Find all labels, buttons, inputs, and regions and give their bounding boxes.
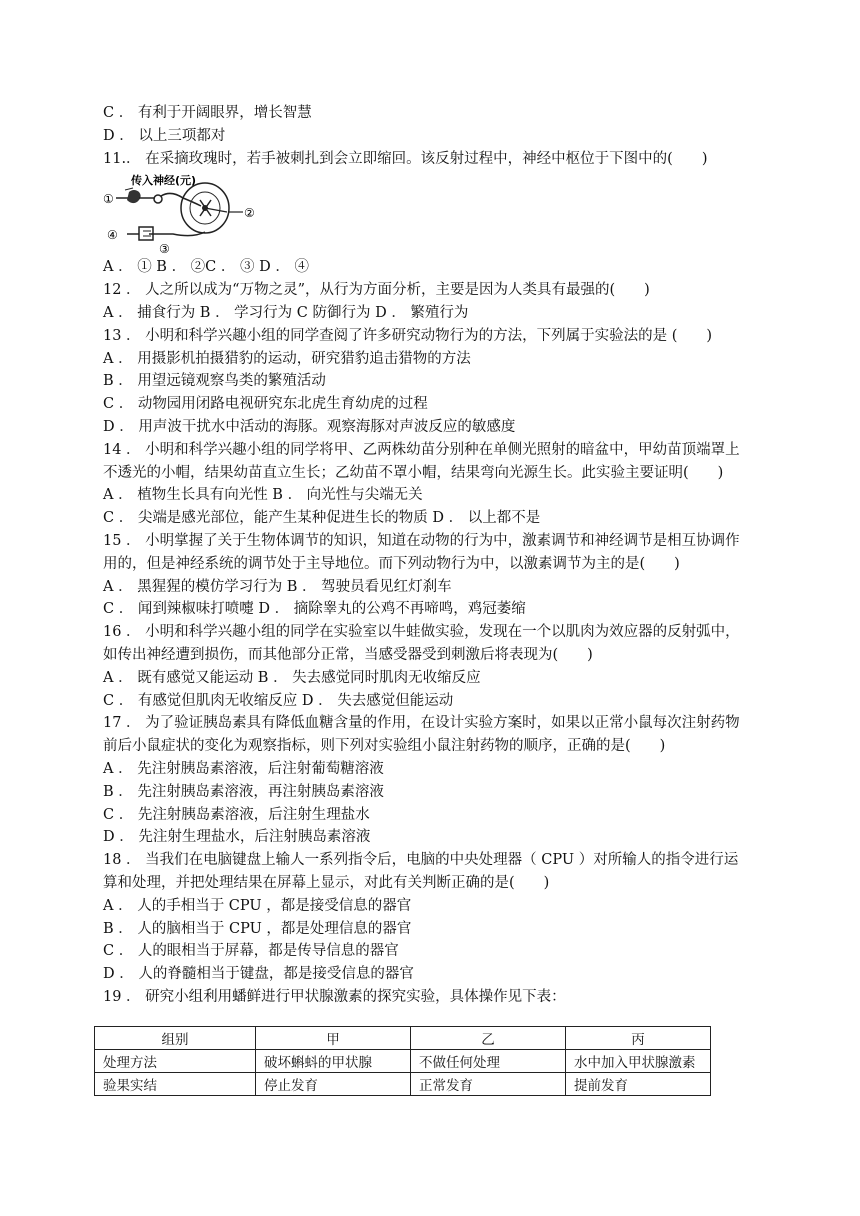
table-header-row xyxy=(95,1027,711,1050)
figure-mark-2: ② xyxy=(244,206,255,221)
figure-mark-1: ① xyxy=(103,192,114,207)
question-14-stem-cont: 不透光的小帽，结果幼苗直立生长；乙幼苗不罩小帽，结果弯向光源生长。此实验主要证明( ) xyxy=(103,464,724,481)
option-line: A ． 黑猩猩的模仿学习行为 B ． 驾驶员看见红灯刹车 xyxy=(103,578,452,595)
option-line: A ． 既有感觉又能运动 B ． 失去感觉同时肌肉无收缩反应 xyxy=(103,669,481,686)
question-12-stem: 12 ． 人之所以成为“万物之灵”，从行为方面分析，主要是因为人类具有最强的( ) xyxy=(103,282,650,299)
option-line: B ． 用望远镜观察鸟类的繁殖活动 xyxy=(103,373,326,390)
option-line: B ． 人的脑相当于 CPU ，都是处理信息的器官 xyxy=(103,920,412,937)
reflex-arc-figure xyxy=(103,170,763,256)
option-line: C ． 人的眼相当于屏幕，都是传导信息的器官 xyxy=(103,943,399,960)
table-cell: 正常发育 xyxy=(411,1073,566,1096)
option-line: C ． 有感觉但肌肉无收缩反应 D ． 失去感觉但能运动 xyxy=(103,692,454,709)
question-18-stem: 18 ． 当我们在电脑键盘上输人一系列指令后，电脑的中央处理器（ CPU ）对所输人的指令进行运 xyxy=(103,852,739,869)
table-cell: 验果实结 xyxy=(95,1073,256,1096)
table-header-cell: 甲 xyxy=(256,1027,411,1050)
table-cell: 停止发育 xyxy=(256,1073,411,1096)
figure-mark-3: ③ xyxy=(159,242,170,257)
table-header-cell: 乙 xyxy=(411,1027,566,1050)
option-line: C ． 先注射胰岛素溶液，后注射生理盐水 xyxy=(103,806,370,823)
option-line: C ． 有利于开阔眼界，增长智慧 xyxy=(103,105,312,121)
question-18-stem-cont: 算和处理，并把处理结果在屏幕上显示，对此有关判断正确的是( ) xyxy=(103,874,550,891)
option-line: A ． 植物生长具有向光性 B ． 向光性与尖端无关 xyxy=(103,487,423,504)
figure-label: 传入神经(元) xyxy=(131,174,197,188)
table-row xyxy=(95,1050,711,1073)
question-14-stem: 14 ． 小明和科学兴趣小组的同学将甲、乙两株幼苗分别种在单侧光照射的暗盆中，甲幼苗顶端罩上 xyxy=(103,441,740,458)
table-cell: 处理方法 xyxy=(95,1050,256,1073)
table-header-cell: 组别 xyxy=(95,1027,256,1050)
experiment-table xyxy=(94,1026,711,1096)
option-line: D ． 用声波干扰水中活动的海豚。观察海豚对声波反应的敏感度 xyxy=(103,418,516,435)
table-cell: 水中加入甲状腺激素 xyxy=(566,1050,711,1073)
option-line: A ． 先注射胰岛素溶液，后注射葡萄糖溶液 xyxy=(103,760,384,777)
question-17-stem-cont: 前后小鼠症状的变化为观察指标，则下列对实验组小鼠注射药物的顺序，正确的是( ) xyxy=(103,738,666,755)
question-13-stem: 13 ． 小明和科学兴趣小组的同学查阅了许多研究动物行为的方法，下列属于实验法的是 ( ) xyxy=(103,327,713,344)
question-19-stem: 19 ． 研究小组利用蟠鲜进行甲状腺激素的探究实验，具体操作见下表： xyxy=(103,988,566,1005)
table-header-cell: 丙 xyxy=(566,1027,711,1050)
question-11-stem: 11.． 在采摘玫瑰时，若手被刺扎到会立即缩回。该反射过程中，神经中枢位于下图中的( ) xyxy=(103,150,708,167)
question-17-stem: 17 ． 为了验证胰岛素具有降低血糖含量的作用，在设计实验方案时，如果以正常小鼠每次注射药物 xyxy=(103,715,740,732)
question-16-stem: 16 ． 小明和科学兴趣小组的同学在实验室以牛蛙做实验，发现在一个以肌肉为效应器的反射弧中， xyxy=(103,624,740,641)
table-cell: 破坏蝌蚪的甲状腺 xyxy=(256,1050,411,1073)
option-line: D ． 以上三项都对 xyxy=(103,127,226,144)
question-15-stem-cont: 用的，但是神经系统的调节处于主导地位。而下列动物行为中，以激素调节为主的是( ) xyxy=(103,555,680,572)
question-content xyxy=(103,102,763,1009)
question-16-stem-cont: 如传出神经遭到损伤，而其他部分正常，当感受器受到刺激后将表现为( ) xyxy=(103,646,593,663)
table-row xyxy=(95,1073,711,1096)
option-line: D ． 先注射生理盐水，后注射胰岛素溶液 xyxy=(103,829,371,846)
option-line: C ． 闻到辣椒味打喷嚏 D ． 摘除睾丸的公鸡不再啼鸣，鸡冠萎缩 xyxy=(103,601,526,618)
options-11: A ． ① B ． ②C ． ③ D ． ④ xyxy=(103,259,309,276)
question-15-stem: 15 ． 小明掌握了关于生物体调节的知识，知道在动物的行为中，激素调节和神经调节是相互协调作 xyxy=(103,532,740,549)
options-12: A ． 捕食行为 B ． 学习行为 C 防御行为 D ． 繁殖行为 xyxy=(103,304,469,321)
table-cell: 提前发育 xyxy=(566,1073,711,1096)
option-line: A ． 用摄影机拍摄猎豹的运动，研究猎豹追击猎物的方法 xyxy=(103,350,471,367)
option-line: C ． 尖端是感光部位，能产生某种促进生长的物质 D ． 以上都不是 xyxy=(103,510,541,527)
option-line: B ． 先注射胰岛素溶液，再注射胰岛素溶液 xyxy=(103,783,384,800)
option-line: A ． 人的手相当于 CPU ，都是接受信息的器官 xyxy=(103,897,412,914)
figure-mark-4: ④ xyxy=(107,228,118,243)
option-line: C ． 动物园用闭路电视研究东北虎生育幼虎的过程 xyxy=(103,396,428,413)
option-line: D ． 人的脊髓相当于键盘，都是接受信息的器官 xyxy=(103,966,414,983)
reflex-arc-diagram xyxy=(103,172,263,256)
table-cell: 不做任何处理 xyxy=(411,1050,566,1073)
